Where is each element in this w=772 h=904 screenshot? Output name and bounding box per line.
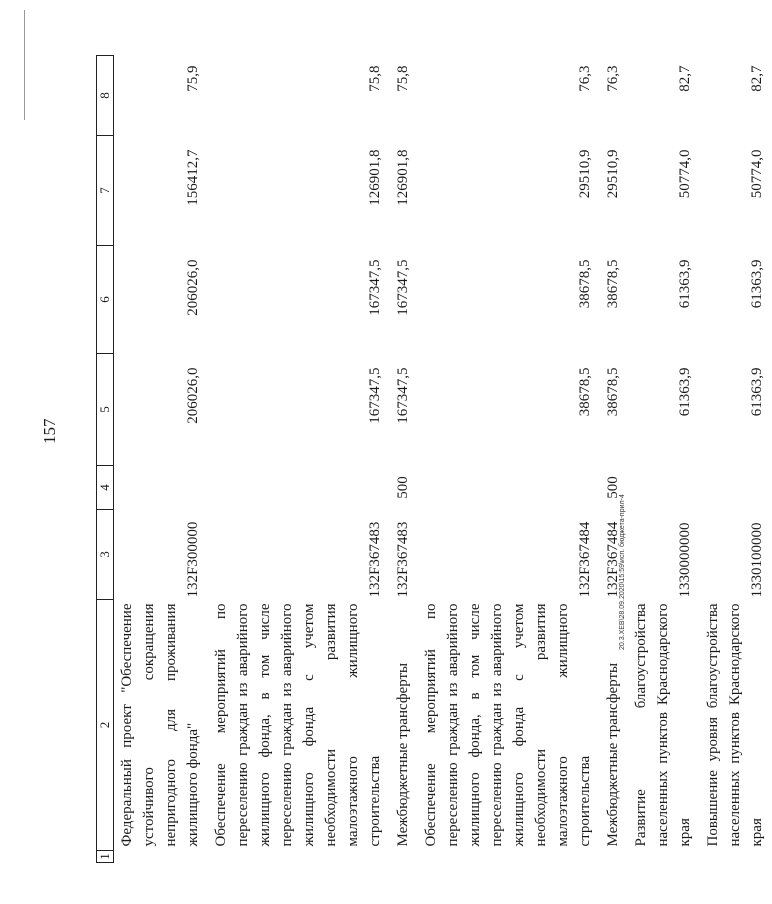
- row-value-6: 167347,5: [395, 259, 411, 316]
- row-value-7: 29510,9: [605, 149, 621, 199]
- row-code: 1330000000: [677, 522, 693, 598]
- row-code: 132F367484: [577, 521, 593, 598]
- row-name: Федеральный проект "Обеспечение устойчивого сокращения непригодного для проживания жилищного фонда": [119, 603, 201, 847]
- row-value-7: 29510,9: [577, 149, 593, 199]
- row-value-7: 156412,7: [185, 149, 201, 206]
- header-col-4: 4: [97, 466, 114, 510]
- row-percent: 75,8: [395, 65, 411, 92]
- row-vr: [700, 466, 772, 510]
- row-code: 132F367484: [605, 521, 621, 598]
- row-value-5: 167347,5: [367, 367, 383, 424]
- row-value-7: 126901,8: [395, 149, 411, 206]
- row-vr: [114, 466, 209, 510]
- header-col-7: 7: [97, 136, 114, 246]
- row-value-5: 38678,5: [605, 367, 621, 417]
- row-value-5: 61363,9: [749, 367, 765, 417]
- header-col-1: 1: [97, 851, 114, 863]
- budget-table: [96, 55, 772, 863]
- scan-edge-line: [24, 10, 25, 120]
- table-row: [700, 56, 772, 863]
- table-row: [628, 56, 700, 863]
- row-code: 132F367483: [367, 521, 383, 598]
- row-percent: 82,7: [677, 65, 693, 92]
- table-row: [600, 56, 628, 863]
- row-value-6: 61363,9: [677, 259, 693, 309]
- row-value-7: 50774,0: [677, 149, 693, 199]
- row-value-7: 50774,0: [749, 149, 765, 199]
- row-code: 132F367483: [395, 521, 411, 598]
- footer-file-reference: 20.3.ХЕВ\28.09.2020\15:59\исп. бюджета-прил-4: [619, 494, 626, 650]
- row-value-7: 126901,8: [367, 149, 383, 206]
- table-header-row: [97, 56, 114, 863]
- row-name: Межбюджетные трансферты: [395, 662, 411, 847]
- row-percent: 75,9: [185, 65, 201, 92]
- row-value-5: 167347,5: [395, 367, 411, 424]
- row-code: 132F300000: [185, 521, 201, 598]
- row-vr: [418, 466, 600, 510]
- row-value-6: 38678,5: [605, 259, 621, 309]
- row-percent: 76,3: [605, 65, 621, 92]
- row-name: Повышение уровня благоустройства населенных пунктов Краснодарского края: [705, 603, 765, 847]
- row-value-5: 38678,5: [577, 367, 593, 417]
- row-name: Межбюджетные трансферты: [605, 662, 621, 847]
- table-row: [114, 56, 209, 863]
- header-col-6: 6: [97, 246, 114, 354]
- row-vr: 500: [395, 476, 411, 499]
- row-value-6: 38678,5: [577, 259, 593, 309]
- row-value-5: 61363,9: [677, 367, 693, 417]
- header-col-3: 3: [97, 510, 114, 600]
- row-value-5: 206026,0: [185, 367, 201, 424]
- header-col-2: 2: [97, 600, 114, 851]
- row-percent: 82,7: [749, 65, 765, 92]
- row-name: Обеспечение мероприятий по переселению граждан из аварийного жилищного фонда, в том числе переселению граждан из аварийного жилищного фонда с учетом необходимости развития малоэтажного жилищного строительства: [423, 603, 593, 847]
- row-code: 1330100000: [749, 522, 765, 598]
- row-vr: [208, 466, 390, 510]
- row-value-6: 206026,0: [185, 259, 201, 316]
- header-col-5: 5: [97, 354, 114, 466]
- row-name: Обеспечение мероприятий по переселению граждан из аварийного жилищного фонда, в том числе переселению граждан из аварийного жилищного фонда с учетом необходимости развития малоэтажного жилищного строительства: [213, 603, 383, 847]
- row-percent: 75,8: [367, 65, 383, 92]
- page-number: 157: [40, 418, 59, 444]
- row-value-6: 61363,9: [749, 259, 765, 309]
- table-row: [208, 56, 390, 863]
- row-name: Развитие благоустройства населенных пунктов Краснодарского края: [633, 603, 693, 847]
- header-col-8: 8: [97, 56, 114, 136]
- row-vr: [628, 466, 700, 510]
- table-row: [390, 56, 418, 863]
- row-percent: 76,3: [577, 65, 593, 92]
- row-value-6: 167347,5: [367, 259, 383, 316]
- table-row: [418, 56, 600, 863]
- row-vr: 500: [605, 476, 621, 499]
